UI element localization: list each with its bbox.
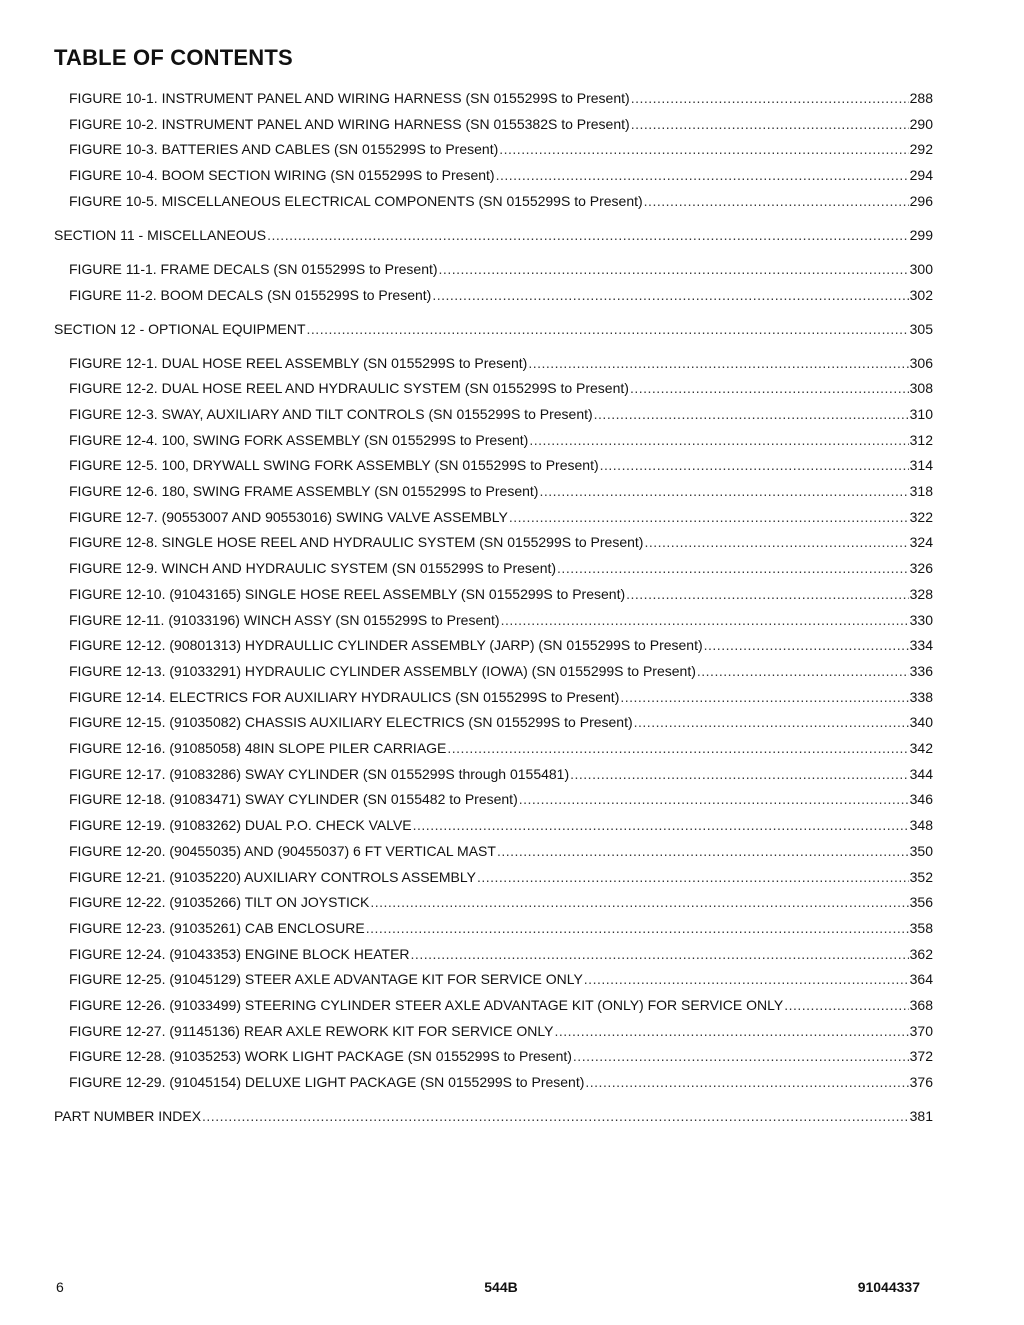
toc-entry-page-number: 322: [909, 508, 933, 525]
dot-leader: [557, 558, 909, 578]
toc-figure-entry[interactable]: [69, 285, 933, 305]
dot-leader: [644, 191, 909, 211]
toc-figure-entry[interactable]: [69, 1046, 933, 1066]
toc-entry-label: FIGURE 12-4. 100, SWING FORK ASSEMBLY (SN 0155299S to Present): [69, 431, 529, 448]
toc-entry-page-number: 338: [909, 688, 933, 705]
toc-entry-label: FIGURE 10-4. BOOM SECTION WIRING (SN 0155299S to Present): [69, 167, 495, 184]
toc-entry-label: FIGURE 12-7. (90553007 AND 90553016) SWING VALVE ASSEMBLY: [69, 508, 508, 525]
toc-entry-label: FIGURE 11-2. BOOM DECALS (SN 0155299S to Present): [69, 286, 432, 303]
toc-entry-label: FIGURE 12-29. (91045154) DELUXE LIGHT PACKAGE (SN 0155299S to Present): [69, 1074, 585, 1091]
toc-entry-label: SECTION 12 - OPTIONAL EQUIPMENT: [54, 320, 306, 337]
toc-entry-label: FIGURE 12-2. DUAL HOSE REEL AND HYDRAULIC SYSTEM (SN 0155299S to Present): [69, 380, 629, 397]
toc-figure-entry[interactable]: [69, 114, 933, 134]
toc-entry-page-number: 356: [909, 894, 933, 911]
toc-entry-page-number: 336: [909, 662, 933, 679]
dot-leader: [411, 944, 909, 964]
toc-figure-entry[interactable]: [69, 892, 933, 912]
dot-leader: [519, 789, 909, 809]
toc-entry-label: FIGURE 12-28. (91035253) WORK LIGHT PACKAGE (SN 0155299S to Present): [69, 1048, 572, 1065]
footer-model: 544B: [484, 1279, 518, 1295]
toc-entry-page-number: 348: [909, 817, 933, 834]
page-title: TABLE OF CONTENTS: [54, 45, 293, 70]
dot-leader: [496, 165, 909, 185]
toc-entry-label: FIGURE 12-6. 180, SWING FRAME ASSEMBLY (SN 0155299S to Present): [69, 483, 539, 499]
toc-entry-page-number: 334: [909, 637, 933, 654]
toc-entry-page-number: 328: [909, 585, 933, 602]
toc-entry-page-number: 344: [909, 765, 933, 782]
toc-entry-page-number: 310: [909, 405, 933, 422]
dot-leader: [630, 378, 909, 398]
toc-entry-page-number: 308: [909, 380, 933, 397]
dot-leader: [499, 139, 908, 159]
toc-entry-page-number: 358: [909, 919, 933, 936]
toc-entry-label: FIGURE 12-25. (91045129) STEER AXLE ADVANTAGE KIT FOR SERVICE ONLY: [69, 971, 583, 988]
toc-entry-label: FIGURE 12-5. 100, DRYWALL SWING FORK ASSEMBLY (SN 0155299S to Present): [69, 457, 599, 474]
toc-figure-entry[interactable]: [69, 1021, 933, 1041]
toc-figure-entry[interactable]: [69, 139, 933, 159]
toc-entry-label: FIGURE 12-9. WINCH AND HYDRAULIC SYSTEM (SN 0155299S to Present): [69, 560, 557, 577]
dot-leader: [620, 687, 908, 707]
toc-section-entry[interactable]: [54, 319, 933, 339]
toc-figure-entry[interactable]: [69, 430, 933, 450]
toc-entry-label: FIGURE 12-11. (91033196) WINCH ASSY (SN 0155299S to Present): [69, 611, 500, 628]
toc-figure-entry[interactable]: [69, 532, 933, 552]
dot-leader: [529, 430, 908, 450]
toc-entry-page-number: 294: [909, 167, 933, 184]
toc-entry-label: FIGURE 12-16. (91085058) 48IN SLOPE PILER CARRIAGE: [69, 740, 447, 756]
toc-figure-entry[interactable]: [69, 353, 933, 373]
toc-entry-label: FIGURE 12-22. (91035266) TILT ON JOYSTICK: [69, 894, 370, 911]
dot-leader: [267, 225, 909, 245]
toc-figure-entry[interactable]: [69, 867, 933, 887]
toc-entry-page-number: 312: [909, 431, 933, 448]
toc-figure-entry[interactable]: [69, 1072, 933, 1092]
toc-entry-page-number: 292: [909, 141, 933, 158]
toc-entry-label: FIGURE 12-21. (91035220) AUXILIARY CONTROLS ASSEMBLY: [69, 868, 476, 885]
toc-figure-entry[interactable]: [69, 191, 933, 211]
toc-section-entry[interactable]: [54, 1106, 933, 1126]
toc-entry-page-number: 372: [909, 1048, 933, 1065]
footer-page-number: 6: [56, 1279, 64, 1295]
dot-leader: [307, 319, 909, 339]
toc-entry-page-number: 370: [909, 1022, 933, 1039]
toc-entry-label: FIGURE 12-26. (91033499) STEERING CYLINDER STEER AXLE ADVANTAGE KIT (ONLY) FOR SERVICE ONLY: [69, 997, 784, 1013]
toc-entry-page-number: 330: [909, 611, 933, 628]
toc-figure-entry[interactable]: [69, 661, 933, 681]
toc-entry-label: FIGURE 12-8. SINGLE HOSE REEL AND HYDRAULIC SYSTEM (SN 0155299S to Present): [69, 534, 644, 551]
toc-entry-label: FIGURE 12-20. (90455035) AND (90455037) 6 FT VERTICAL MAST: [69, 842, 496, 859]
dot-leader: [634, 712, 909, 732]
toc-entry-label: FIGURE 12-27. (91145136) REAR AXLE REWORK KIT FOR SERVICE ONLY: [69, 1022, 554, 1039]
dot-leader: [202, 1106, 909, 1126]
toc-entry-label: FIGURE 12-15. (91035082) CHASSIS AUXILIARY ELECTRICS (SN 0155299S to Present): [69, 714, 633, 731]
toc-entry-page-number: 302: [909, 286, 933, 303]
page-footer: [0, 1277, 1024, 1297]
dot-leader: [584, 969, 909, 989]
toc-entry-page-number: 340: [909, 714, 933, 731]
toc-entry-page-number: 305: [909, 320, 933, 337]
toc-figure-entry[interactable]: [69, 738, 933, 758]
toc-entry-page-number: 346: [909, 791, 933, 808]
toc-figure-entry[interactable]: [69, 635, 933, 655]
toc-figure-entry[interactable]: [69, 455, 933, 475]
toc-figure-entry[interactable]: [69, 712, 933, 732]
toc-figure-entry[interactable]: [69, 507, 933, 527]
dot-leader: [439, 259, 909, 279]
toc-entry-label: FIGURE 12-19. (91083262) DUAL P.O. CHECK VALVE: [69, 817, 412, 834]
dot-leader: [413, 815, 909, 835]
toc-entry-label: FIGURE 12-17. (91083286) SWAY CYLINDER (SN 0155299S through 0155481): [69, 765, 570, 782]
toc-entry-page-number: 350: [909, 842, 933, 859]
dot-leader: [631, 88, 909, 108]
toc-figure-entry[interactable]: [69, 995, 933, 1015]
toc-figure-entry[interactable]: [69, 88, 933, 108]
toc-entry-page-number: 296: [909, 192, 933, 209]
toc-entry-page-number: 300: [909, 260, 933, 277]
dot-leader: [432, 285, 908, 305]
toc-entry-page-number: 324: [909, 534, 933, 551]
toc-entry-page-number: 368: [909, 997, 933, 1013]
toc-entry-label: FIGURE 12-23. (91035261) CAB ENCLOSURE: [69, 919, 365, 936]
dot-leader: [697, 661, 909, 681]
toc-figure-entry[interactable]: [69, 610, 933, 630]
toc-entry-label: FIGURE 10-5. MISCELLANEOUS ELECTRICAL COMPONENTS (SN 0155299S to Present): [69, 192, 643, 209]
dot-leader: [600, 455, 909, 475]
toc-entry-label: FIGURE 10-2. INSTRUMENT PANEL AND WIRING HARNESS (SN 0155382S to Present): [69, 115, 630, 132]
dot-leader: [573, 1046, 909, 1066]
toc-entry-page-number: 381: [909, 1108, 933, 1125]
dot-leader: [554, 1021, 908, 1041]
toc-figure-entry[interactable]: [69, 259, 933, 279]
toc-section-entry[interactable]: [54, 225, 933, 245]
toc-entry-label: FIGURE 12-3. SWAY, AUXILIARY AND TILT CONTROLS (SN 0155299S to Present): [69, 405, 593, 422]
toc-figure-entry[interactable]: [69, 815, 933, 835]
toc-entry-page-number: 299: [909, 226, 933, 243]
toc-figure-entry[interactable]: [69, 764, 933, 784]
toc-entry-label: FIGURE 10-3. BATTERIES AND CABLES (SN 0155299S to Present): [69, 141, 499, 158]
dot-leader: [509, 507, 909, 527]
toc-entry-page-number: 342: [909, 740, 933, 756]
toc-figure-entry[interactable]: [69, 944, 933, 964]
toc-entry-label: PART NUMBER INDEX: [54, 1108, 202, 1125]
dot-leader: [370, 892, 908, 912]
dot-leader: [366, 918, 909, 938]
toc-figure-entry[interactable]: [69, 378, 933, 398]
toc-figure-entry[interactable]: [69, 789, 933, 809]
toc-figure-entry[interactable]: [69, 918, 933, 938]
toc-entry-page-number: 352: [909, 868, 933, 885]
toc-entry-page-number: 326: [909, 560, 933, 577]
dot-leader: [447, 738, 908, 758]
dot-leader: [585, 1072, 908, 1092]
dot-leader: [497, 841, 909, 861]
toc-entry-label: FIGURE 12-1. DUAL HOSE REEL ASSEMBLY (SN 0155299S to Present): [69, 354, 528, 371]
dot-leader: [631, 114, 909, 134]
toc-entry-label: SECTION 11 - MISCELLANEOUS: [54, 226, 267, 243]
toc-figure-entry[interactable]: [69, 404, 933, 424]
toc-entry-page-number: 318: [909, 483, 933, 499]
toc-figure-entry[interactable]: [69, 969, 933, 989]
toc-entry-page-number: 362: [909, 945, 933, 962]
toc-entry-label: FIGURE 12-10. (91043165) SINGLE HOSE REEL ASSEMBLY (SN 0155299S to Present): [69, 585, 626, 602]
toc-figure-entry[interactable]: [69, 687, 933, 707]
toc-figure-entry[interactable]: [69, 165, 933, 185]
toc-entry-label: FIGURE 12-24. (91043353) ENGINE BLOCK HEATER: [69, 945, 410, 962]
toc-entry-page-number: 306: [909, 354, 933, 371]
toc-entry-label: FIGURE 12-13. (91033291) HYDRAULIC CYLINDER ASSEMBLY (IOWA) (SN 0155299S to Present): [69, 662, 696, 679]
dot-leader: [594, 404, 909, 424]
toc-entry-page-number: 314: [909, 457, 933, 474]
dot-leader: [501, 610, 909, 630]
toc-entry-page-number: 290: [909, 115, 933, 132]
toc-entry-page-number: 364: [909, 971, 933, 988]
toc-entry-label: FIGURE 11-1. FRAME DECALS (SN 0155299S to Present): [69, 260, 438, 277]
dot-leader: [570, 764, 909, 784]
toc-figure-entry[interactable]: [69, 558, 933, 578]
dot-leader: [539, 481, 908, 501]
toc-figure-entry[interactable]: [69, 841, 933, 861]
toc-entry-page-number: 288: [909, 90, 933, 106]
toc-entry-label: FIGURE 10-1. INSTRUMENT PANEL AND WIRING HARNESS (SN 0155299S to Present): [69, 90, 630, 106]
toc-entry-label: FIGURE 12-12. (90801313) HYDRAULLIC CYLINDER ASSEMBLY (JARP) (SN 0155299S to Present): [69, 637, 703, 654]
dot-leader: [477, 867, 909, 887]
footer-document-number: 91044337: [857, 1279, 920, 1295]
dot-leader: [784, 995, 908, 1015]
dot-leader: [626, 584, 909, 604]
dot-leader: [528, 353, 908, 373]
dot-leader: [644, 532, 908, 552]
toc-figure-entry[interactable]: [69, 481, 933, 501]
toc-entry-label: FIGURE 12-14. ELECTRICS FOR AUXILIARY HYDRAULICS (SN 0155299S to Present): [69, 688, 620, 705]
toc-entry-label: FIGURE 12-18. (91083471) SWAY CYLINDER (SN 0155482 to Present): [69, 791, 518, 808]
dot-leader: [704, 635, 909, 655]
toc-figure-entry[interactable]: [69, 584, 933, 604]
toc-entry-page-number: 376: [909, 1074, 933, 1091]
